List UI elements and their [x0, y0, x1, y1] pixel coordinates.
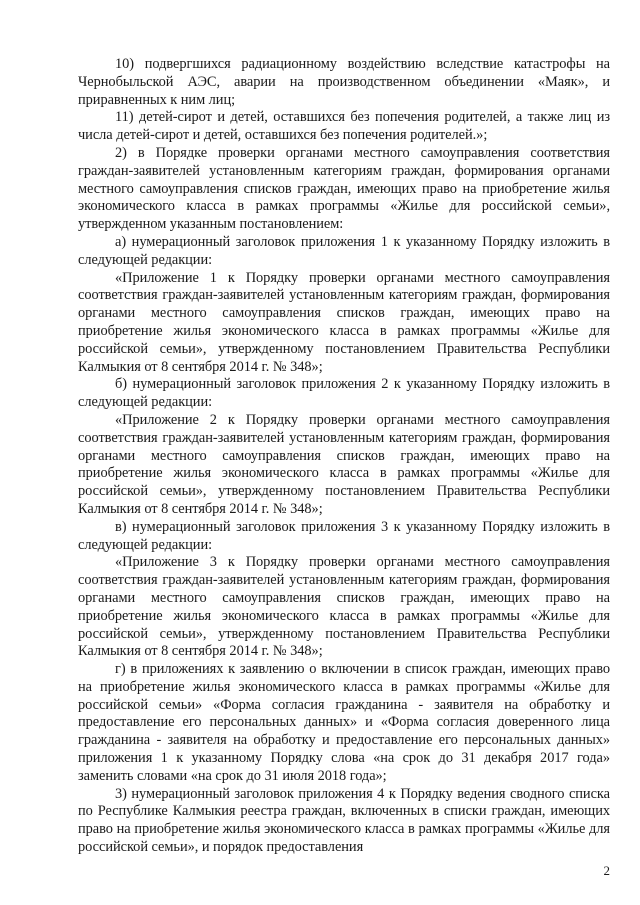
paragraph-subpoint-g: г) в приложениях к заявлению о включении в список граждан, имеющих право на приобретение жилья экономического класса в рамках программы «Жилье для российской семьи» «Форма согласия гражданина - заявителя на обработку и предоставление его персональных данных» и «Форма согласия доверенного лица гражданина - заявителя на обработку и предоставление его персональных данных» приложения 1 к указанному Порядку слова «на срок до 31 декабря 2017 года» заменить словами «на срок до 31 июля 2018 года»;	[78, 661, 610, 784]
paragraph-subpoint-v: в) нумерационный заголовок приложения 3 к указанному Порядку изложить в следующей редакции:	[78, 518, 610, 553]
paragraph-subpoint-b: б) нумерационный заголовок приложения 2 к указанному Порядку изложить в следующей редакции:	[78, 376, 610, 411]
paragraph-item-10: 10) подвергшихся радиационному воздействию вследствие катастрофы на Чернобыльской АЭС, аварии на производственном объединении «Маяк», и приравненных к ним лиц;	[78, 56, 610, 108]
paragraph-appendix-1-heading: «Приложение 1 к Порядку проверки органами местного самоуправления соответствия граждан-заявителей установленным категориям граждан, формирования органами местного самоуправления списков граждан, имеющих право на приобретение жилья экономического класса в рамках программы «Жилье для российской семьи», утвержденному постановлением Правительства Республики Калмыкия от 8 сентября 2014 г. № 348»;	[78, 269, 610, 375]
paragraph-item-11: 11) детей-сирот и детей, оставшихся без попечения родителей, а также лиц из числа детей-сирот и детей, оставшихся без попечения родителей.»;	[78, 109, 610, 144]
page-number: 2	[603, 863, 610, 878]
paragraph-subpoint-a: а) нумерационный заголовок приложения 1 к указанному Порядку изложить в следующей редакции:	[78, 233, 610, 268]
paragraph-appendix-3-heading: «Приложение 3 к Порядку проверки органами местного самоуправления соответствия граждан-заявителей установленным категориям граждан, формирования органами местного самоуправления списков граждан, имеющих право на приобретение жилья экономического класса в рамках программы «Жилье для российской семьи», утвержденному постановлением Правительства Республики Калмыкия от 8 сентября 2014 г. № 348»;	[78, 554, 610, 660]
paragraph-appendix-2-heading: «Приложение 2 к Порядку проверки органами местного самоуправления соответствия граждан-заявителей установленным категориям граждан, формирования органами местного самоуправления списков граждан, имеющих право на приобретение жилья экономического класса в рамках программы «Жилье для российской семьи», утвержденному постановлением Правительства Республики Калмыкия от 8 сентября 2014 г. № 348»;	[78, 411, 610, 517]
paragraph-point-3: 3) нумерационный заголовок приложения 4 к Порядку ведения сводного списка по Республике Калмыкия реестра граждан, включенных в списки граждан, имеющих право на приобретение жилья экономического класса в рамках программы «Жилье для российской семьи», и порядок предоставления	[78, 785, 610, 856]
paragraph-point-2: 2) в Порядке проверки органами местного самоуправления соответствия граждан-заявителей установленным категориям граждан, формирования органами местного самоуправления списков граждан, имеющих право на приобретение жилья экономического класса в рамках программы «Жилье для российской семьи», утвержденном указанным постановлением:	[78, 144, 610, 233]
